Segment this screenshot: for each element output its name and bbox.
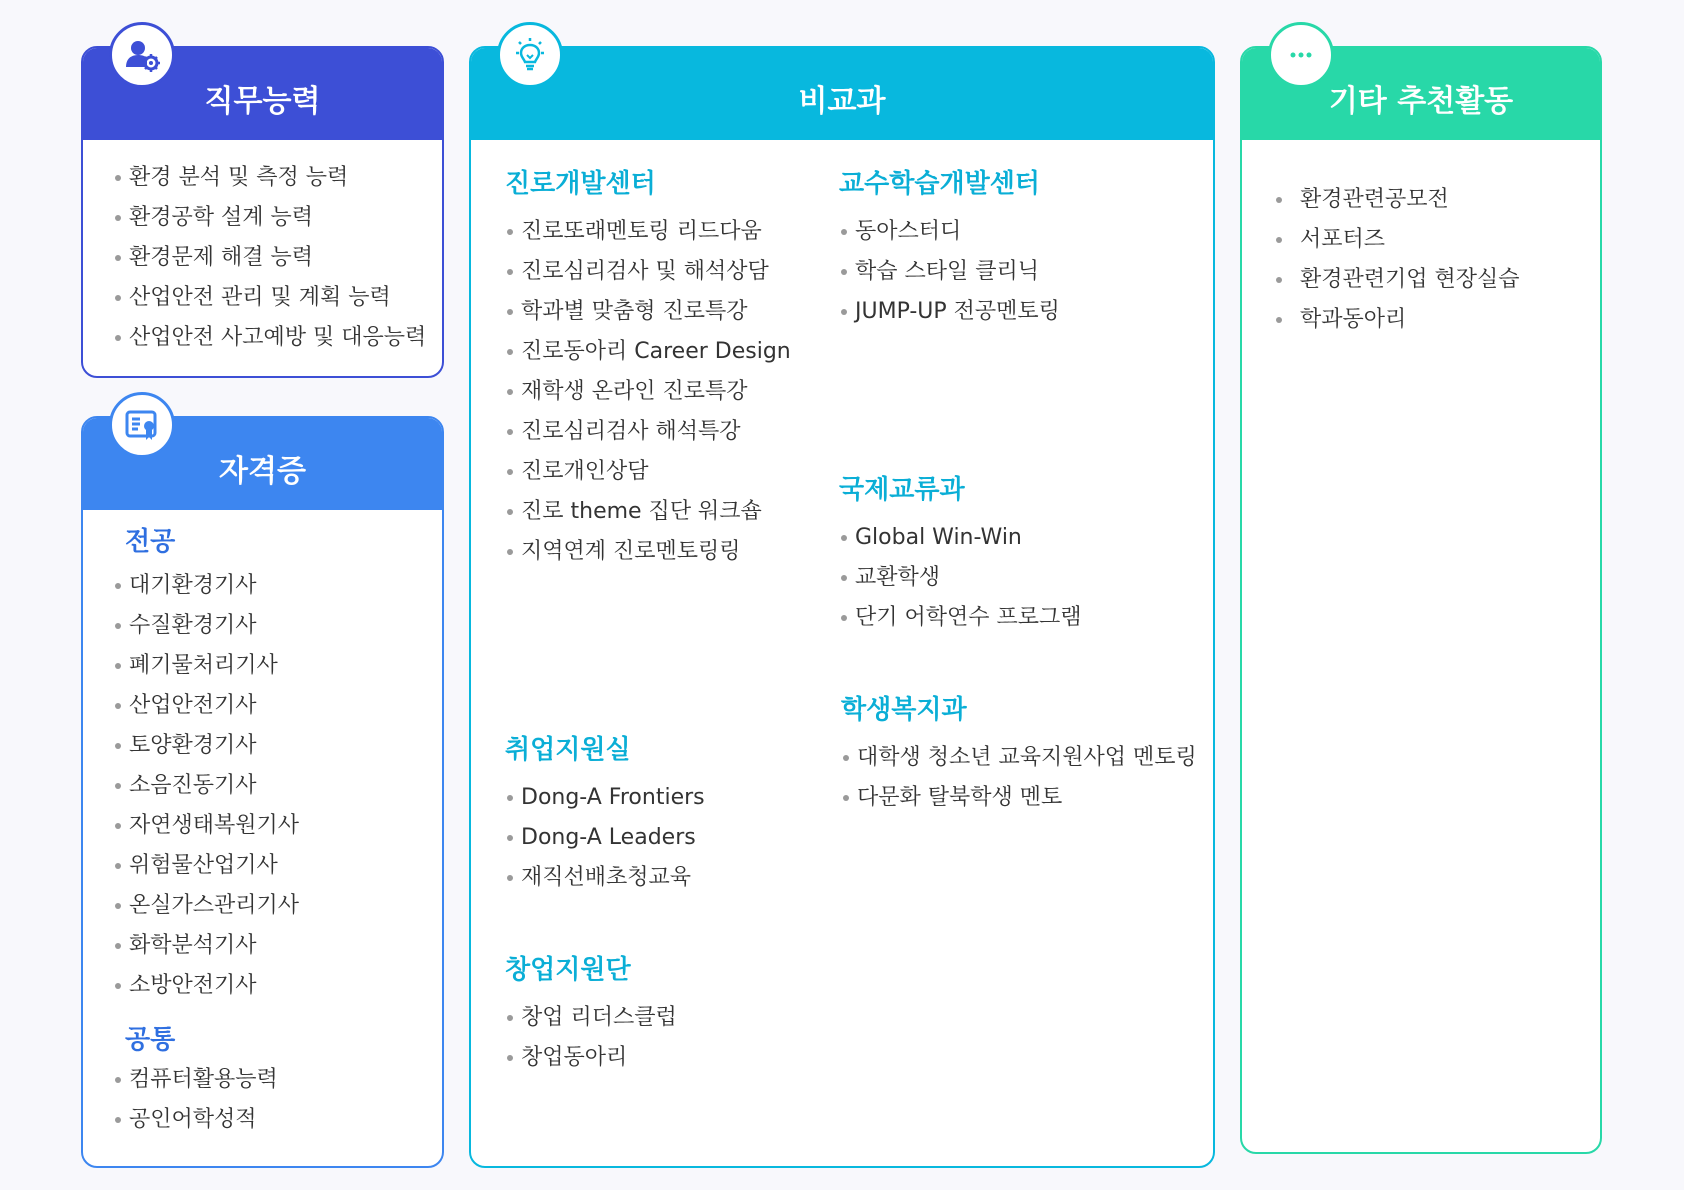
list-item: 환경문제 해결 능력 — [113, 238, 426, 278]
list-item: 컴퓨터활용능력 — [113, 1060, 299, 1100]
other-activities-title: 기타 추천활동 — [1242, 48, 1600, 140]
list-item: 산업안전 사고예방 및 대응능력 — [113, 318, 426, 358]
list-item: 학과동아리 — [1274, 300, 1520, 340]
list-item: 재학생 온라인 진로특강 — [505, 372, 791, 412]
list-item: 진로개인상담 — [505, 452, 791, 492]
job-skills-card — [81, 46, 444, 378]
certificate-card — [81, 416, 444, 1168]
list-item: 소음진동기사 — [113, 766, 299, 806]
welfare-office-group — [841, 690, 1197, 818]
list-item: 서포터즈 — [1274, 220, 1520, 260]
career-center-group — [505, 164, 791, 572]
intl-office-title: 국제교류과 — [839, 475, 965, 505]
intl-office-group — [839, 470, 1082, 638]
list-item: 교환학생 — [839, 558, 1082, 598]
list-item: 온실가스관리기사 — [113, 886, 299, 926]
list-item: 재직선배초청교육 — [505, 858, 705, 898]
list-item: 환경공학 설계 능력 — [113, 198, 426, 238]
list-item: 공인어학성적 — [113, 1100, 299, 1140]
list-item: 학습 스타일 클리닉 — [839, 252, 1060, 292]
extracurricular-title: 비교과 — [471, 48, 1213, 140]
list-item: 소방안전기사 — [113, 966, 299, 1006]
list-item: 폐기물처리기사 — [113, 646, 299, 686]
list-item: 창업 리더스클럽 — [505, 998, 677, 1038]
common-cert-list — [113, 1060, 299, 1140]
extracurricular-card — [469, 46, 1215, 1168]
list-item: 학과별 맞춤형 진로특강 — [505, 292, 791, 332]
certificate-icon — [109, 392, 175, 458]
list-item: 다문화 탈북학생 멘토 — [841, 778, 1197, 818]
teaching-center-title: 교수학습개발센터 — [839, 169, 1040, 199]
lightbulb-icon — [497, 22, 563, 88]
employment-office-group — [505, 730, 705, 898]
other-activities-list — [1274, 180, 1520, 340]
list-item: 화학분석기사 — [113, 926, 299, 966]
list-item: 환경관련기업 현장실습 — [1274, 260, 1520, 300]
major-section-title: 전공 — [125, 527, 176, 557]
list-item: 진로심리검사 해석특강 — [505, 412, 791, 452]
list-item: 토양환경기사 — [113, 726, 299, 766]
startup-office-group — [505, 950, 677, 1078]
list-item: Dong-A Leaders — [505, 818, 705, 858]
job-skills-title: 직무능력 — [83, 48, 442, 140]
list-item: 대기환경기사 — [113, 566, 299, 606]
welfare-office-title: 학생복지과 — [841, 695, 967, 725]
list-item: 대학생 청소년 교육지원사업 멘토링 — [841, 738, 1197, 778]
list-item: 진로동아리 Career Design — [505, 332, 791, 372]
list-item: 창업동아리 — [505, 1038, 677, 1078]
common-section-title: 공통 — [125, 1025, 176, 1055]
list-item: 환경관련공모전 — [1274, 180, 1520, 220]
list-item: Global Win-Win — [839, 518, 1082, 558]
major-cert-list — [113, 566, 299, 1006]
list-item: JUMP-UP 전공멘토링 — [839, 292, 1060, 332]
list-item: 진로또래멘토링 리드다움 — [505, 212, 791, 252]
more-dots-icon — [1268, 22, 1334, 88]
list-item: 진로심리검사 및 해석상담 — [505, 252, 791, 292]
user-gear-icon — [109, 22, 175, 88]
list-item: 위험물산업기사 — [113, 846, 299, 886]
list-item: Dong-A Frontiers — [505, 778, 705, 818]
list-item: 진로 theme 집단 워크숍 — [505, 492, 791, 532]
job-skills-list — [113, 158, 426, 358]
list-item: 환경 분석 및 측정 능력 — [113, 158, 426, 198]
list-item: 산업안전기사 — [113, 686, 299, 726]
teaching-center-group — [839, 164, 1060, 332]
list-item: 산업안전 관리 및 계획 능력 — [113, 278, 426, 318]
other-activities-card — [1240, 46, 1602, 1154]
list-item: 자연생태복원기사 — [113, 806, 299, 846]
list-item: 수질환경기사 — [113, 606, 299, 646]
list-item: 동아스터디 — [839, 212, 1060, 252]
certificate-title: 자격증 — [83, 418, 442, 510]
employment-office-title: 취업지원실 — [505, 735, 631, 765]
list-item: 단기 어학연수 프로그램 — [839, 598, 1082, 638]
startup-office-title: 창업지원단 — [505, 955, 631, 985]
career-center-title: 진로개발센터 — [505, 169, 656, 199]
list-item: 지역연계 진로멘토링링 — [505, 532, 791, 572]
